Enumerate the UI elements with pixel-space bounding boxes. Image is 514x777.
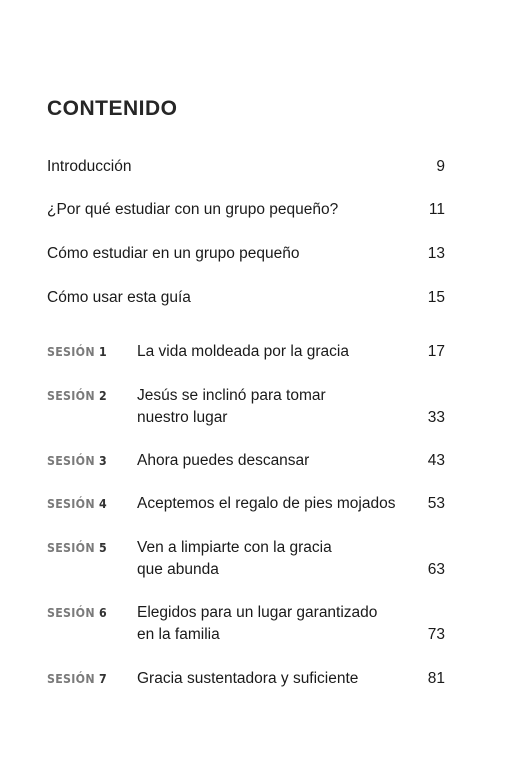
toc-entry-como-estudiar[interactable] [47, 243, 445, 265]
toc-entry-title: Cómo usar esta guía [47, 289, 191, 306]
toc-page-number: 73 [427, 626, 445, 643]
session-title: Jesús se inclinó para tomar nuestro lugar [137, 387, 326, 426]
session-title: La vida moldeada por la gracia [137, 343, 349, 360]
toc-entry-por-que[interactable] [47, 199, 445, 221]
toc-page-number: 15 [427, 289, 445, 306]
toc-page-number: 81 [427, 670, 445, 687]
toc-entry-title: Introducción [47, 158, 132, 175]
toc-entry-title: Cómo estudiar en un grupo pequeño [47, 245, 300, 262]
toc-page-number: 63 [427, 561, 445, 578]
page-title: CONTENIDO [47, 97, 178, 120]
session-title: Elegidos para un lugar garantizado en la familia [137, 604, 378, 643]
session-label: SESIÓN 4 [47, 497, 107, 511]
toc-entry-como-usar[interactable] [47, 287, 445, 309]
session-title: Aceptemos el regalo de pies mojados [137, 495, 396, 512]
session-title: Gracia sustentadora y suficiente [137, 670, 359, 687]
toc-page-number: 17 [427, 343, 445, 360]
session-label: SESIÓN 6 [47, 606, 107, 620]
session-label: SESIÓN 1 [47, 345, 107, 359]
session-label: SESIÓN 7 [47, 672, 107, 686]
toc-page-number: 11 [428, 201, 445, 218]
toc-entry-title: ¿Por qué estudiar con un grupo pequeño? [47, 201, 339, 218]
toc-entry-introduccion[interactable] [47, 156, 445, 178]
session-label: SESIÓN 3 [47, 454, 107, 468]
toc-page-number: 9 [436, 158, 445, 175]
session-label: SESIÓN 2 [47, 389, 107, 403]
session-title: Ven a limpiarte con la gracia que abunda [137, 539, 332, 578]
session-title: Ahora puedes descansar [137, 452, 310, 469]
toc-page-number: 53 [427, 495, 445, 512]
toc-page-number: 43 [427, 452, 445, 469]
toc-page-number: 33 [427, 409, 445, 426]
session-label: SESIÓN 5 [47, 541, 107, 555]
toc-page-number: 13 [427, 245, 445, 262]
